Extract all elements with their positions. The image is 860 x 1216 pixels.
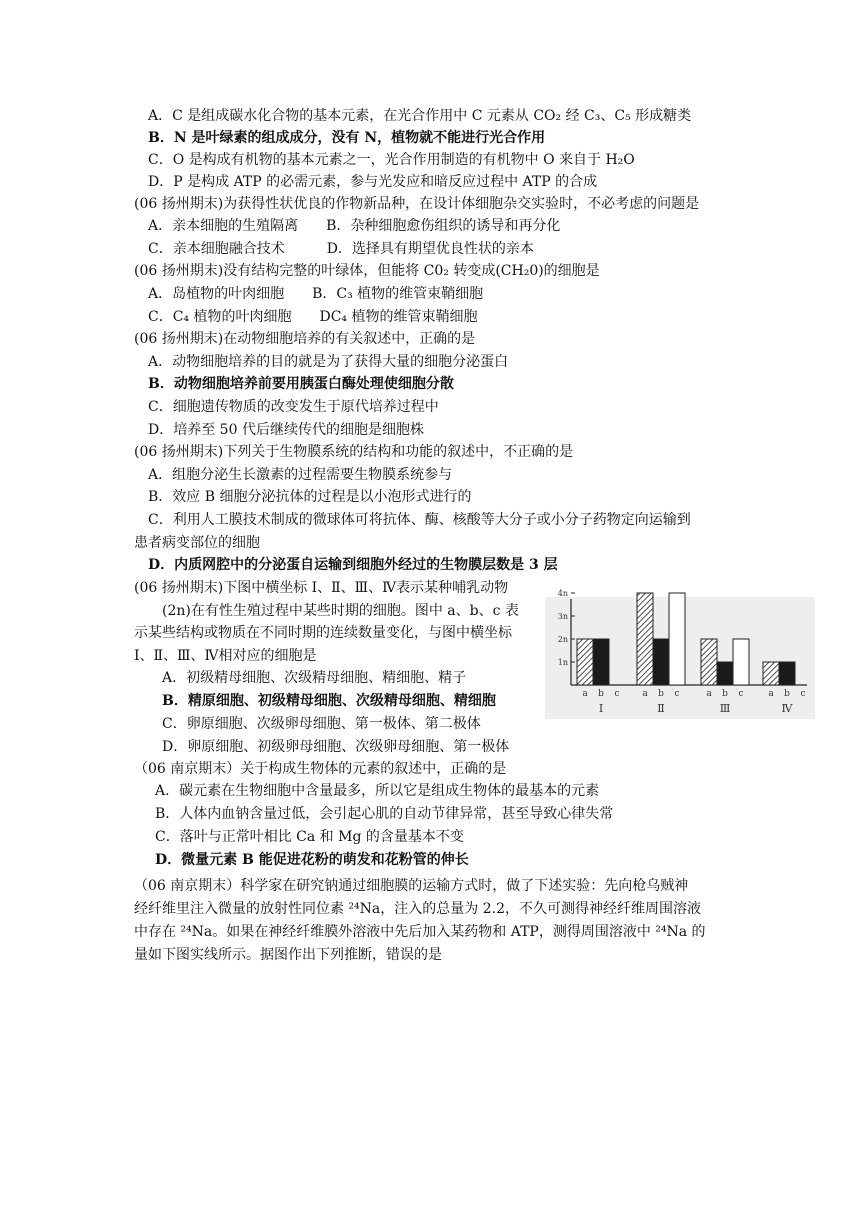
text-line: B．N 是叶绿素的组成成分，没有 N，植物就不能进行光合作用 bbox=[148, 130, 546, 146]
text-line: C．C₄ 植物的叶肉细胞 DC₄ 植物的维管束鞘细胞 bbox=[148, 309, 478, 325]
text-line: 经纤维里注入微量的放射性同位素 ²⁴Na，注入的总量为 2.2，不久可测得神经纤维周围溶液 bbox=[134, 901, 701, 917]
text-line: C．卵原细胞、次级卵母细胞、第一极体、第二极体 bbox=[162, 716, 481, 732]
bar bbox=[763, 662, 779, 685]
bar bbox=[637, 593, 653, 685]
bar-label: c bbox=[738, 689, 744, 699]
text-line: 示某些结构或物质在不同时期的连续数量变化，与图中横坐标 bbox=[134, 625, 512, 641]
text-line: (06 扬州期末)为获得性状优良的作物新品种，在设计体细胞杂交实验时，不必考虑的问题是 bbox=[134, 196, 700, 212]
text-line: B．效应 B 细胞分泌抗体的过程是以小泡形式进行的 bbox=[148, 489, 472, 505]
text-line: 量如下图实线所示。据图作出下列推断，错误的是 bbox=[134, 947, 442, 963]
text-line: D．内质网腔中的分泌蛋自运输到细胞外经过的生物膜层数是 3 层 bbox=[148, 557, 558, 573]
category-label: I bbox=[598, 702, 604, 715]
bar-chart-svg bbox=[545, 589, 815, 719]
bar bbox=[653, 639, 669, 685]
bar-chart-figure bbox=[545, 589, 815, 719]
y-tick-label: 3n bbox=[557, 612, 568, 621]
text-line: (06 扬州期末)没有结构完整的叶绿体，但能将 C0₂ 转变成(CH₂0)的细胞是 bbox=[134, 263, 600, 279]
text-line: A．C 是组成碳水化合物的基本元素，在光合作用中 C 元素从 CO₂ 经 C₃、C₅ 形成糖类 bbox=[148, 108, 692, 124]
bar bbox=[577, 639, 593, 685]
text-line: (06 扬州期末)在动物细胞培养的有关叙述中，正确的是 bbox=[134, 331, 476, 347]
text-line: D．P 是构成 ATP 的必需元素，参与光发应和暗反应过程中 ATP 的合成 bbox=[148, 174, 598, 190]
bar-label: b bbox=[598, 689, 604, 699]
text-line: B．人体内血钠含量过低，会引起心肌的自动节律异常，甚至导致心律失常 bbox=[155, 806, 614, 822]
text-line: A．岛植物的叶肉细胞 B．C₃ 植物的维管束鞘细胞 bbox=[148, 286, 484, 302]
text-line: (2n)在有性生殖过程中某些时期的细胞。图中 a、b、c 表 bbox=[162, 603, 519, 619]
text-line: C．亲本细胞融合技术 D．选择具有期望优良性状的亲本 bbox=[148, 241, 534, 257]
bar-label: a bbox=[768, 689, 774, 699]
text-line: D．卵原细胞、初级卵母细胞、次级卵母细胞、第一极体 bbox=[162, 739, 510, 755]
bar bbox=[701, 639, 717, 685]
bar-label: a bbox=[582, 689, 588, 699]
text-line: （06 南京期末）关于构成生物体的元素的叙述中，正确的是 bbox=[134, 761, 507, 777]
text-line: A．初级精母细胞、次级精母细胞、精细胞、精子 bbox=[162, 670, 467, 686]
text-line: A．亲本细胞的生殖隔离 B．杂种细胞愈伤组织的诱导和再分化 bbox=[148, 218, 561, 234]
text-line: A．碳元素在生物细胞中含量最多，所以它是组成生物体的最基本的元素 bbox=[155, 783, 600, 799]
category-label: Ⅱ bbox=[657, 702, 665, 715]
bar-label: b bbox=[722, 689, 728, 699]
text-line: C．细胞遗传物质的改变发生于原代培养过程中 bbox=[148, 399, 439, 415]
category-label: Ⅲ bbox=[719, 702, 731, 715]
text-line: 中存在 ²⁴Na。如果在神经纤维膜外溶液中先后加入某药物和 ATP，测得周围溶液中 ²⁴Na 的 bbox=[134, 924, 706, 940]
text-line: C．O 是构成有机物的基本元素之一，光合作用制造的有机物中 O 来自于 H₂O bbox=[148, 152, 635, 168]
text-line: B．动物细胞培养前要用胰蛋白酶处理使细胞分散 bbox=[148, 376, 454, 392]
bar-label: a bbox=[706, 689, 712, 699]
text-line: C．利用人工膜技术制成的微球体可将抗体、酶、核酸等大分子或小分子药物定向运输到 bbox=[148, 512, 691, 528]
bar bbox=[717, 662, 733, 685]
text-line: 患者病变部位的细胞 bbox=[134, 535, 260, 551]
text-line: I、Ⅱ、Ⅲ、Ⅳ相对应的细胞是 bbox=[134, 648, 317, 664]
text-line: D．培养至 50 代后继续传代的细胞是细胞株 bbox=[148, 422, 424, 438]
text-line: C．落叶与正常叶相比 Ca 和 Mg 的含量基本不变 bbox=[155, 829, 464, 845]
bar-label: b bbox=[658, 689, 664, 699]
bar bbox=[669, 593, 685, 685]
bar bbox=[593, 639, 609, 685]
text-line: (06 扬州期末)下列关于生物膜系统的结构和功能的叙述中，不正确的是 bbox=[134, 444, 574, 460]
y-tick-label: 4n bbox=[557, 589, 568, 598]
category-label: Ⅳ bbox=[781, 702, 793, 715]
y-tick-label: 1n bbox=[557, 658, 568, 667]
text-line: B．精原细胞、初级精母细胞、次级精母细胞、精细胞 bbox=[162, 693, 496, 709]
text-line: (06 扬州期末)下图中横坐标 I、Ⅱ、Ⅲ、Ⅳ表示某种哺乳动物 bbox=[134, 580, 509, 596]
text-line: A．动物细胞培养的目的就是为了获得大量的细胞分泌蛋白 bbox=[148, 354, 509, 370]
y-tick-label: 2n bbox=[557, 635, 568, 644]
bar-label: c bbox=[614, 689, 620, 699]
bar bbox=[779, 662, 795, 685]
bar-label: a bbox=[642, 689, 648, 699]
text-line: A．组胞分泌生长激素的过程需要生物膜系统参与 bbox=[148, 467, 453, 483]
bar bbox=[733, 639, 749, 685]
text-line: （06 南京期末）科学家在研究钠通过细胞膜的运输方式时，做了下述实验：先向枪乌贼神 bbox=[134, 878, 689, 894]
text-line: D．微量元素 B 能促进花粉的萌发和花粉管的伸长 bbox=[155, 852, 469, 868]
bar-label: b bbox=[784, 689, 790, 699]
bar-label: c bbox=[674, 689, 680, 699]
bar-label: c bbox=[800, 689, 806, 699]
